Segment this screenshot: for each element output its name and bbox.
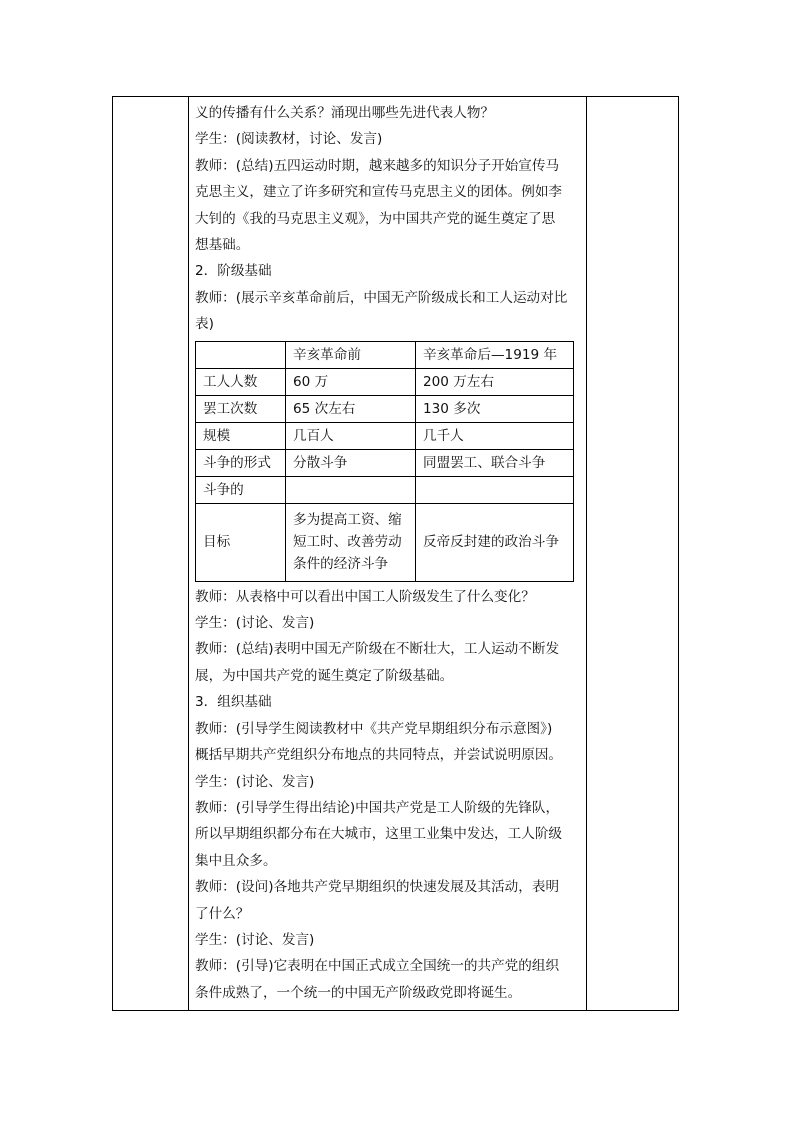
header-cell: 辛亥革命前 (286, 341, 416, 368)
text-line: 教师：(总结)表明中国无产阶级在不断壮大，工人运动不断发 (195, 641, 560, 658)
table-row (196, 476, 574, 503)
text-line: 教师：(引导学生得出结论)中国共产党是工人阶级的先锋队， (195, 799, 560, 816)
lesson-table-frame (112, 96, 679, 1011)
table-cell: 几千人 (416, 422, 574, 449)
table-cell: 130 多次 (416, 395, 574, 422)
table-cell (416, 476, 574, 503)
text-line: 教师：(总结)五四运动时期，越来越多的知识分子开始宣传马 (195, 157, 560, 174)
table-row (196, 395, 574, 422)
text-line: 了什么？ (195, 905, 250, 922)
text-line: 教师：(引导学生阅读教材中《共产党早期组织分布示意图》) (195, 720, 553, 737)
column-divider-left (188, 97, 189, 1010)
text-line: 教师：从表格中可以看出中国工人阶级发生了什么变化？ (195, 588, 535, 605)
table-cell: 60 万 (286, 368, 416, 395)
table-cell: 分散斗争 (286, 449, 416, 476)
table-cell: 200 万左右 (416, 368, 574, 395)
text-line: 条件成熟了，一个统一的中国无产阶级政党即将诞生。 (195, 984, 522, 1001)
text-line: 教师：(引导)它表明在中国正式成立全国统一的共产党的组织 (195, 958, 560, 975)
table-cell: 工人人数 (196, 368, 286, 395)
table-cell: 反帝反封建的政治斗争 (416, 503, 574, 581)
table-cell: 同盟罢工、联合斗争 (416, 449, 574, 476)
table-row (196, 422, 574, 449)
text-line: 学生：(讨论、发言) (195, 615, 315, 632)
text-line: 教师：(设问)各地共产党早期组织的快速发展及其活动，表明 (195, 879, 560, 896)
text-line: 大钊的《我的马克思主义观》，为中国共产党的诞生奠定了思 (195, 210, 556, 227)
header-cell: 辛亥革命后—1919 年 (416, 341, 574, 368)
text-line: 克思主义，建立了许多研究和宣传马克思主义的团体。例如李 (195, 184, 563, 201)
text-line: 义的传播有什么关系？涌现出哪些先进代表人物？ (195, 105, 495, 121)
table-cell: 罢工次数 (196, 395, 286, 422)
table-cell: 目标 (196, 503, 286, 581)
table-cell: 65 次左右 (286, 395, 416, 422)
table-cell: 规模 (196, 422, 286, 449)
header-cell (196, 341, 286, 368)
section-heading: 3．组织基础 (195, 694, 272, 711)
table-cell (286, 476, 416, 503)
text-line: 学生：(讨论、发言) (195, 773, 315, 790)
text-line: 展，为中国共产党的诞生奠定了阶级基础。 (195, 667, 454, 684)
text-line: 概括早期共产党组织分布地点的共同特点，并尝试说明原因。 (195, 747, 563, 764)
table-header-row (196, 341, 574, 368)
text-line: 想基础。 (195, 237, 250, 254)
table-cell: 斗争的形式 (196, 449, 286, 476)
table-cell: 几百人 (286, 422, 416, 449)
text-line: 学生：(阅读教材，讨论、发言) (195, 131, 383, 148)
table-row (196, 449, 574, 476)
text-line: 集中且众多。 (195, 852, 277, 869)
comparison-table (195, 341, 574, 582)
table-row (196, 503, 574, 581)
table-row (196, 368, 574, 395)
text-line: 所以早期组织都分布在大城市，这里工业集中发达，工人阶级 (195, 826, 563, 843)
section-heading: 2．阶级基础 (195, 263, 272, 280)
text-line: 表) (195, 316, 214, 333)
text-line: 学生：(讨论、发言) (195, 931, 315, 948)
text-line: 教师：(展示辛亥革命前后，中国无产阶级成长和工人运动对比 (195, 289, 568, 306)
lesson-content (195, 100, 590, 1006)
table-cell: 斗争的 (196, 476, 286, 503)
table-cell: 多为提高工资、缩短工时、改善劳动条件的经济斗争 (286, 503, 416, 581)
